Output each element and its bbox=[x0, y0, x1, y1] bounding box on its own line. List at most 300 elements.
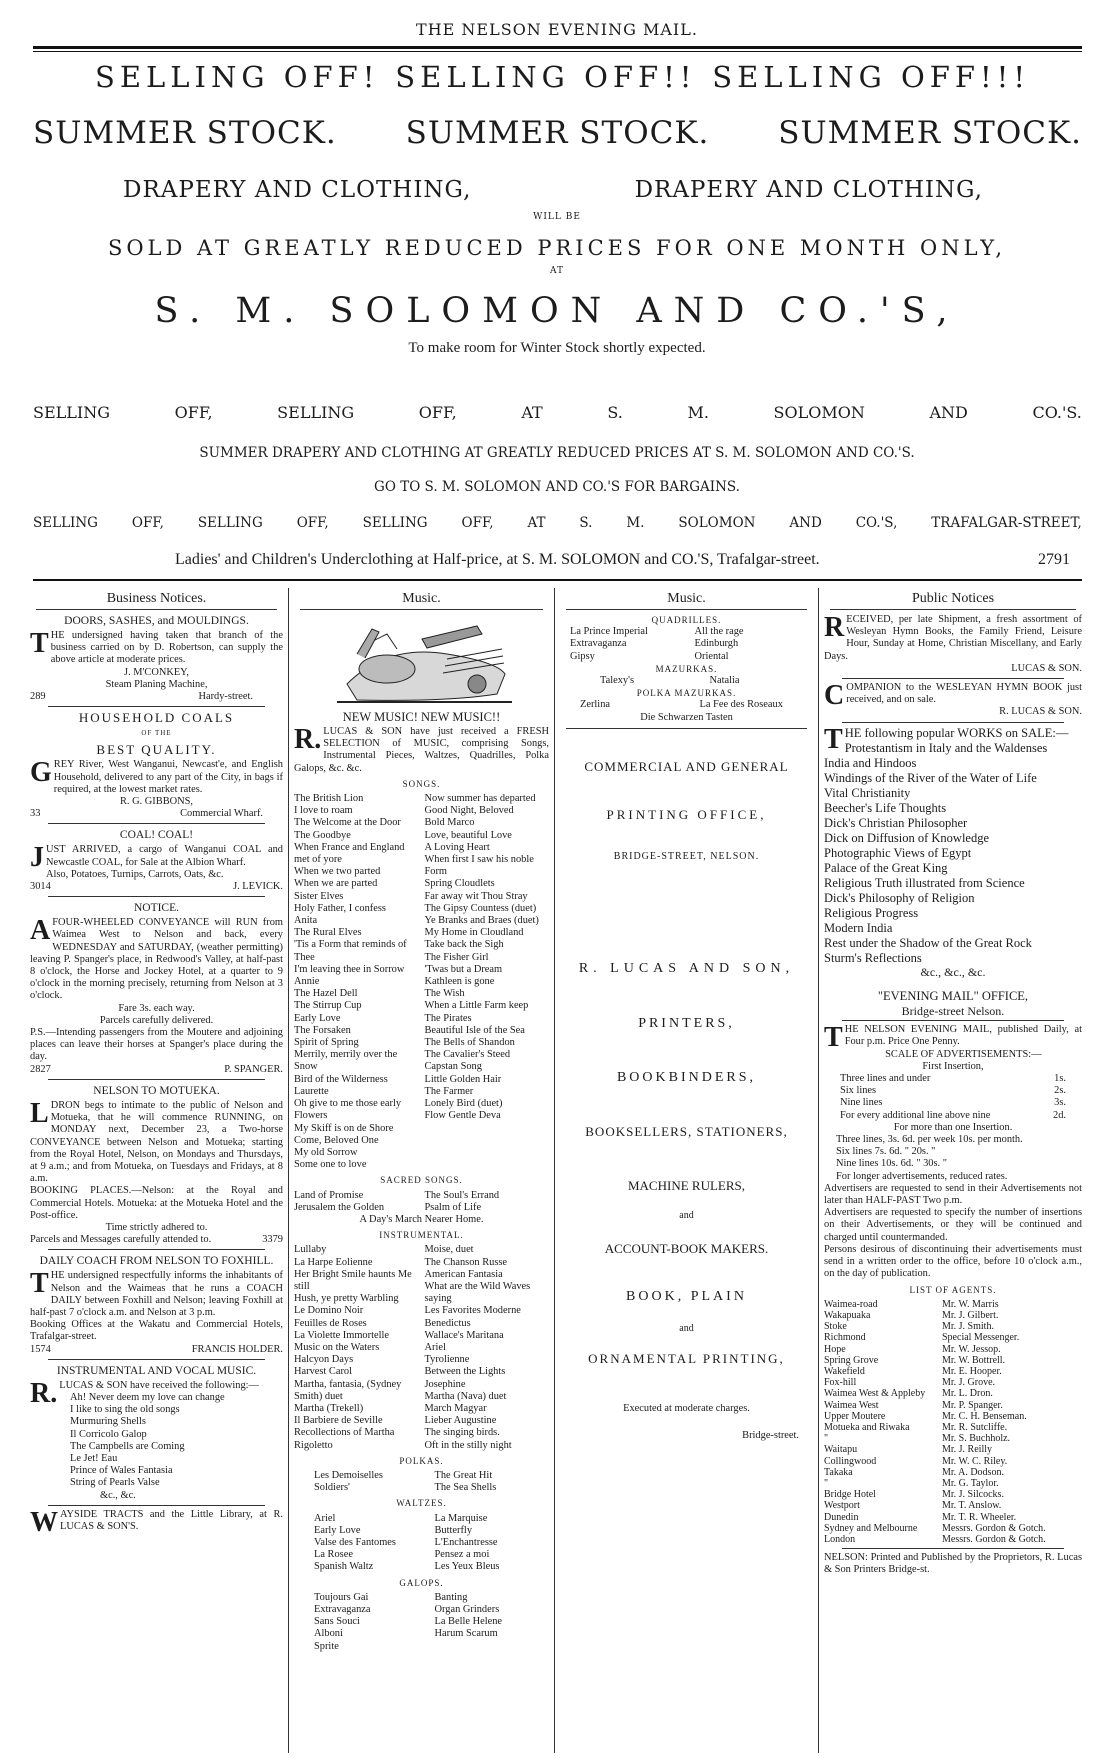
song-item: Beautiful Isle of the Sea bbox=[424, 1024, 525, 1036]
divider bbox=[48, 1249, 265, 1250]
song-item: The Rural Elves bbox=[294, 927, 362, 939]
song-item: When we two parted bbox=[294, 866, 381, 878]
column-header: Business Notices. bbox=[36, 590, 277, 610]
agent-place: Bridge Hotel bbox=[824, 1489, 876, 1501]
agent-name: Mr. L. Dron. bbox=[942, 1388, 993, 1400]
song-item: Take back the Sigh bbox=[424, 939, 504, 951]
work-item: Religious Truth illustrated from Science bbox=[824, 875, 1025, 890]
agent-row bbox=[824, 1433, 1082, 1444]
instrumental-item: Le Domino Noir bbox=[294, 1305, 364, 1317]
song-item: A Loving Heart bbox=[424, 841, 490, 853]
summer-stock-3: SUMMER STOCK. bbox=[778, 115, 1082, 151]
drop-cap: T bbox=[824, 723, 843, 755]
w: AND bbox=[929, 403, 968, 422]
song-item: When a Little Farm keep bbox=[424, 1000, 529, 1012]
of-the: OF THE bbox=[141, 729, 172, 738]
agent-row bbox=[824, 1299, 1082, 1310]
mazurkas-list bbox=[600, 675, 813, 687]
masthead-rule-thin bbox=[33, 51, 1082, 52]
galop-item: Harum Scarum bbox=[434, 1628, 498, 1640]
instrumental-item: Recollections of Martha bbox=[294, 1427, 395, 1439]
and-text: and bbox=[679, 1323, 694, 1335]
work-item: Photographic Views of Egypt bbox=[824, 845, 972, 860]
song-item: The Goodbye bbox=[294, 829, 351, 841]
rate-value: 3s. bbox=[1054, 1097, 1066, 1109]
song-item: My Skiff is on de Shore bbox=[294, 1122, 394, 1134]
galops-left bbox=[314, 1592, 429, 1653]
list-item: Prince of Wales Fantasia bbox=[70, 1465, 173, 1477]
instrumental-item: March Magyar bbox=[424, 1402, 487, 1414]
make-room: To make room for Winter Stock shortly expected. bbox=[408, 340, 706, 356]
song-item: Anita bbox=[294, 915, 318, 927]
drop-cap: A bbox=[30, 915, 51, 947]
divider bbox=[48, 1079, 265, 1080]
agent-place: Wakefield bbox=[824, 1365, 865, 1377]
polka-item: Les Demoiselles bbox=[314, 1469, 383, 1481]
section-heading: POLKAS. bbox=[399, 1455, 444, 1466]
polka-item: The Sea Shells bbox=[434, 1482, 497, 1494]
divider bbox=[842, 1020, 1064, 1021]
sacred-left bbox=[294, 1190, 419, 1214]
song-item: Some one to love bbox=[294, 1159, 367, 1171]
quadrille-item: La Prince Imperial bbox=[570, 626, 648, 638]
waltzes-left bbox=[314, 1513, 429, 1574]
song-item: Little Golden Hair bbox=[424, 1073, 502, 1085]
agent-row bbox=[824, 1523, 1082, 1534]
ad-number: 2827 bbox=[30, 1063, 51, 1075]
body-text: HE following popular WORKS on SALE:— bbox=[844, 725, 1069, 740]
notice-body bbox=[294, 726, 549, 775]
agent-name: Mr. J. Gilbert. bbox=[942, 1309, 999, 1321]
polkas-list bbox=[314, 1470, 549, 1494]
agent-row bbox=[824, 1478, 1082, 1489]
rate-row bbox=[840, 1110, 1066, 1122]
work-item: Dick's Christian Philosopher bbox=[824, 815, 968, 830]
song-item: Early Love bbox=[294, 1012, 341, 1024]
will-be: WILL BE bbox=[533, 212, 581, 222]
drapery-1: DRAPERY AND CLOTHING, bbox=[123, 177, 472, 203]
column-music-printing bbox=[560, 590, 813, 1755]
notice-title: INSTRUMENTAL AND VOCAL MUSIC. bbox=[56, 1364, 257, 1377]
drapery-row bbox=[123, 176, 983, 204]
w: CO.'S. bbox=[1032, 403, 1082, 422]
agent-row bbox=[824, 1467, 1082, 1478]
quadrille-item: Edinburgh bbox=[694, 638, 739, 650]
list-item: A Day's March Nearer Home. bbox=[359, 1213, 484, 1225]
agent-place: Takaka bbox=[824, 1466, 853, 1478]
work-item: Protestantism in Italy and the Waldenses bbox=[844, 740, 1048, 755]
selling-off-1: SELLING OFF! bbox=[95, 60, 380, 94]
service-printers: PRINTERS, bbox=[638, 1015, 735, 1031]
instrumental-item: Harvest Carol bbox=[294, 1366, 352, 1378]
works-list bbox=[824, 741, 1082, 966]
w: OFF, bbox=[174, 403, 213, 422]
song-item: 'Tis a Form that reminds of Thee bbox=[294, 939, 407, 963]
body-text: Parcels carefully delivered. bbox=[99, 1014, 214, 1026]
section-heading: QUADRILLES. bbox=[651, 615, 722, 625]
song-item: The Welcome at the Door bbox=[294, 817, 401, 829]
agent-place: " bbox=[824, 1477, 829, 1489]
at-label: AT bbox=[549, 266, 564, 276]
service-bookbinders: BOOKBINDERS, bbox=[616, 1069, 757, 1085]
music-list bbox=[70, 1392, 283, 1502]
work-item: Dick's Philosophy of Religion bbox=[824, 890, 975, 905]
signature: R. G. GIBBONS, bbox=[119, 796, 194, 808]
song-item: My Home in Cloudland bbox=[424, 927, 524, 939]
selling-off-2: SELLING OFF!! bbox=[395, 60, 697, 94]
masthead-rule bbox=[33, 46, 1082, 49]
quad-right bbox=[695, 626, 814, 663]
song-item: The Wish bbox=[424, 988, 465, 1000]
waltz-item: Ariel bbox=[314, 1512, 336, 1524]
agent-row bbox=[824, 1456, 1082, 1467]
songs-right bbox=[425, 793, 550, 1171]
agent-row bbox=[824, 1422, 1082, 1433]
body-text: Booking Offices at the Wakatu and Commercial Hotels, Trafalgar-street. bbox=[30, 1319, 283, 1343]
w: SELLING bbox=[33, 403, 110, 422]
agent-place: Waitapu bbox=[824, 1444, 858, 1456]
waltz-item: L'Enchantresse bbox=[434, 1537, 498, 1548]
instrumental-item: The Chanson Russe bbox=[424, 1256, 508, 1268]
list-item: La Fee des Roseaux bbox=[699, 699, 783, 711]
rate-row bbox=[840, 1097, 1066, 1109]
w: S. bbox=[579, 515, 593, 531]
bargains-line: GO TO S. M. SOLOMON AND CO.'S FOR BARGAINS. bbox=[374, 479, 740, 495]
agent-row bbox=[824, 1355, 1082, 1366]
agent-name: Mr. G. Taylor. bbox=[942, 1477, 999, 1489]
signature: P. SPANGER. bbox=[224, 1063, 283, 1075]
song-item: Sister Elves bbox=[294, 890, 344, 902]
polka-item: Soldiers' bbox=[314, 1482, 350, 1494]
agent-row bbox=[824, 1444, 1082, 1455]
song-item: The Cavalier's Steed bbox=[424, 1049, 511, 1061]
instrumental-item: Feuilles de Roses bbox=[294, 1317, 367, 1329]
agent-place: Upper Moutere bbox=[824, 1410, 886, 1422]
drop-cap: W bbox=[30, 1506, 58, 1538]
agent-name: Mr. W. Bottrell. bbox=[942, 1354, 1006, 1366]
notice-title: HOUSEHOLD COALS bbox=[78, 710, 235, 726]
waltz-item: La Marquise bbox=[434, 1512, 488, 1524]
song-item: Merrily, merrily over the Snow bbox=[294, 1049, 398, 1073]
agent-place: Stoke bbox=[824, 1321, 847, 1333]
agent-place: Waimea West bbox=[824, 1399, 879, 1411]
waltzes-list bbox=[314, 1513, 549, 1574]
printing-title: COMMERCIAL AND GENERAL bbox=[584, 758, 789, 774]
body-text: Advertisers are requested to send in their Advertisements not later than HALF-PAST Two p.m. bbox=[824, 1182, 1082, 1207]
notice-body bbox=[30, 1506, 283, 1538]
rate-label: For every additional line above nine bbox=[840, 1109, 991, 1121]
song-item: Laurette bbox=[294, 1085, 329, 1097]
galop-item: Sprite bbox=[314, 1640, 339, 1652]
instrumental-item: Lieber Augustine bbox=[424, 1415, 497, 1427]
body-text: For more than one Insertion. bbox=[893, 1121, 1013, 1133]
signature: LUCAS & SON. bbox=[1011, 662, 1082, 674]
notice-body bbox=[30, 1270, 283, 1319]
agent-row bbox=[824, 1321, 1082, 1332]
agent-place: Motueka and Riwaka bbox=[824, 1421, 910, 1433]
agent-place: London bbox=[824, 1533, 856, 1545]
work-item: Modern India bbox=[824, 920, 893, 935]
divider bbox=[842, 678, 1064, 679]
rate-label: Three lines and under bbox=[840, 1073, 931, 1085]
ad-number: 289 bbox=[30, 691, 46, 703]
agent-place: " bbox=[824, 1433, 829, 1445]
service-machine-rulers: MACHINE RULERS, bbox=[627, 1178, 745, 1194]
body-text: FOUR-WHEELED CONVEYANCE will RUN from Waimea West to Nelson and back, every WEDNESDAY and SATURDAY, (weather permitting) leaving P. Spanger's place, in Redwood's Valley, at half-past 8 o'clock, the Horse and Jockey Hotel, at a quarter to 9 o'clock in the morning precisely, returning from Nelson at 3 o'clock. bbox=[30, 917, 283, 1002]
agent-place: Spring Grove bbox=[824, 1354, 879, 1366]
w: OFF, bbox=[131, 515, 164, 531]
song-item: The Stirrup Cup bbox=[294, 1000, 362, 1012]
list-item: Murmuring Shells bbox=[70, 1416, 146, 1428]
list-item: String of Pearls Valse bbox=[70, 1477, 160, 1489]
agent-name: Mr. S. Buchholz. bbox=[942, 1433, 1011, 1445]
service-book-plain: BOOK, PLAIN bbox=[626, 1288, 747, 1304]
quadrille-item: Oriental bbox=[694, 650, 729, 662]
body-text: Also, Potatoes, Turnips, Carrots, Oats, &c. bbox=[46, 868, 224, 880]
body-text: For longer advertisements, reduced rates. bbox=[836, 1170, 1008, 1182]
song-item: The Fisher Girl bbox=[424, 951, 489, 963]
notice-body bbox=[30, 630, 283, 667]
list-item: Talexy's bbox=[600, 675, 635, 687]
instrumental-item: American Fantasia bbox=[424, 1268, 503, 1280]
song-item: My old Sorrow bbox=[294, 1146, 358, 1158]
song-item: Love, beautiful Love bbox=[424, 829, 512, 841]
rate-value: 1s. bbox=[1054, 1073, 1066, 1085]
instrumental-item: La Violette Immortelle bbox=[294, 1329, 389, 1341]
w: M. bbox=[626, 515, 645, 531]
agent-row bbox=[824, 1411, 1082, 1422]
advert-number: 2791 bbox=[1038, 551, 1070, 568]
list-item: Natalia bbox=[709, 675, 740, 687]
rate-label: Nine lines bbox=[840, 1097, 883, 1109]
agent-row bbox=[824, 1332, 1082, 1343]
song-item: Jerusalem the Golden bbox=[294, 1201, 385, 1213]
drop-cap: R. bbox=[30, 1377, 58, 1409]
body-text: HE undersigned having taken that branch of the business carried on by D. Robertson, can supply the above article at moderate prices. bbox=[50, 630, 283, 666]
printing-address: BRIDGE-STREET, NELSON. bbox=[613, 851, 760, 863]
list-item: Die Schwarzen Tasten bbox=[640, 711, 733, 723]
firm-name: S. M. SOLOMON AND CO.'S, bbox=[154, 291, 960, 331]
galop-item: Extravaganza bbox=[314, 1604, 371, 1616]
drop-cap: R bbox=[824, 612, 845, 643]
body-text: BOOKING PLACES.—Nelson: at the Royal and Commercial Hotels. Motueka: at the Motueka Hotel and the Post-office. bbox=[30, 1185, 283, 1221]
summer-stock-1: SUMMER STOCK. bbox=[33, 115, 337, 151]
song-item: Good Night, Beloved bbox=[424, 805, 514, 817]
address: Hardy-street. bbox=[198, 691, 253, 703]
ad-number: 3014 bbox=[30, 881, 51, 893]
section-heading: MAZURKAS. bbox=[655, 663, 718, 674]
list-item: Ah! Never deem my love can change bbox=[70, 1391, 225, 1403]
section-heading: INSTRUMENTAL. bbox=[379, 1230, 464, 1241]
drop-cap: T bbox=[30, 1268, 49, 1300]
column-header: Public Notices bbox=[830, 590, 1076, 610]
section-heading: LIST OF AGENTS. bbox=[909, 1284, 997, 1295]
agent-name: Mr. T. Anslow. bbox=[942, 1500, 1002, 1512]
polka-item: The Great Hit bbox=[434, 1469, 493, 1481]
body-text: Parcels and Messages carefully attended to. bbox=[30, 1234, 212, 1246]
w: SELLING bbox=[362, 515, 428, 531]
drapery-2: DRAPERY AND CLOTHING, bbox=[634, 177, 983, 203]
agent-row bbox=[824, 1512, 1082, 1523]
music-instruments-illustration bbox=[327, 614, 517, 706]
work-item: Sturm's Reflections bbox=[824, 950, 922, 965]
galop-item: Organ Grinders bbox=[434, 1604, 500, 1616]
song-item: Holy Father, I confess bbox=[294, 902, 386, 914]
quadrille-item: All the rage bbox=[694, 626, 744, 638]
song-item: Flow Gentle Deva bbox=[424, 1110, 501, 1122]
body-text: LUCAS & SON have received the following:— bbox=[59, 1379, 259, 1391]
imprint: NELSON: Printed and Published by the Proprietors, R. Lucas & Son Printers Bridge-st. bbox=[824, 1552, 1082, 1576]
waltz-item: La Rosee bbox=[314, 1549, 353, 1561]
work-item: Dick on Diffusion of Knowledge bbox=[824, 830, 990, 845]
address: Commercial Wharf. bbox=[180, 808, 263, 820]
notice-title: DOORS, SASHES, and MOULDINGS. bbox=[64, 615, 249, 627]
instrumental-item: Moise, duet bbox=[424, 1244, 474, 1256]
rates-list bbox=[840, 1073, 1066, 1122]
moderate-charges: Executed at moderate charges. bbox=[623, 1403, 750, 1415]
song-item: The British Lion bbox=[294, 793, 364, 805]
song-item: Bird of the Wilderness bbox=[294, 1073, 388, 1085]
waltz-item: Pensez a moi bbox=[434, 1549, 490, 1561]
instrumental-item: La Harpe Eolienne bbox=[294, 1256, 373, 1268]
instrumental-item: Rigoletto bbox=[294, 1439, 333, 1451]
instrumental-item: Tyrolienne bbox=[424, 1354, 470, 1366]
w: TRAFALGAR-STREET, bbox=[931, 515, 1082, 531]
drop-cap: J bbox=[30, 842, 44, 874]
ad-number: 33 bbox=[30, 808, 41, 820]
list-item: I like to sing the old songs bbox=[70, 1404, 180, 1416]
w: SELLING bbox=[197, 515, 263, 531]
agent-place: Sydney and Melbourne bbox=[824, 1522, 918, 1534]
songs-list bbox=[294, 793, 549, 1171]
song-item: Capstan Song bbox=[424, 1061, 482, 1073]
rate-label: Six lines bbox=[840, 1085, 877, 1097]
rate-line: Six lines 7s. 6d. " 20s. " bbox=[836, 1146, 936, 1158]
office-name: "EVENING MAIL" OFFICE, bbox=[877, 988, 1029, 1003]
body-text: &c., &c., &c. bbox=[920, 964, 986, 979]
column-divider bbox=[288, 588, 289, 1753]
sold-line: SOLD AT GREATLY REDUCED PRICES FOR ONE MONTH ONLY, bbox=[107, 236, 1007, 260]
waltz-item: Les Yeux Bleus bbox=[434, 1561, 500, 1573]
work-item: Religious Progress bbox=[824, 905, 919, 920]
quad-left bbox=[570, 626, 689, 663]
agent-name: Mr. J. Grove. bbox=[942, 1377, 996, 1389]
instrumental-item: Music on the Waters bbox=[294, 1341, 380, 1353]
list-item: Le Jet! Eau bbox=[70, 1452, 118, 1464]
song-item: When France and England met of yore bbox=[294, 841, 405, 866]
song-item: The Soul's Errand bbox=[424, 1189, 500, 1201]
w: SOLOMON bbox=[773, 403, 865, 422]
waltz-item: Valse des Fantomes bbox=[314, 1537, 396, 1548]
song-item: The Bells of Shandon bbox=[424, 1037, 515, 1049]
summer-stock-row bbox=[33, 114, 1082, 152]
galop-item: Sans Souci bbox=[314, 1616, 360, 1628]
agent-row bbox=[824, 1310, 1082, 1321]
printer-name: R. LUCAS AND SON, bbox=[578, 961, 795, 977]
instrumental-item: Martha (Nava) duet bbox=[424, 1390, 507, 1402]
song-item: Spring Cloudlets bbox=[424, 878, 495, 890]
notice-body bbox=[30, 759, 283, 796]
body-text: AYSIDE TRACTS and the Little Library, at R. LUCAS & SON'S. bbox=[60, 1508, 283, 1532]
notice-title: NELSON TO MOTUEKA. bbox=[93, 1084, 220, 1097]
agent-name: Mr. E. Hooper. bbox=[942, 1365, 1002, 1377]
rate-line: Three lines, 3s. 6d. per week 10s. per month. bbox=[836, 1134, 1023, 1146]
instrumental-item: Halcyon Days bbox=[294, 1354, 354, 1366]
waltz-item: Spanish Waltz bbox=[314, 1561, 374, 1573]
work-item: Palace of the Great King bbox=[824, 860, 948, 875]
agent-row bbox=[824, 1500, 1082, 1511]
song-item: The Gipsy Countess (duet) bbox=[424, 902, 537, 914]
selling-off-3: SELLING OFF!!! bbox=[712, 60, 1030, 94]
sacred-list bbox=[294, 1190, 549, 1214]
work-item: Vital Christianity bbox=[824, 785, 911, 800]
quadrilles-list bbox=[570, 626, 813, 663]
signature: FRANCIS HOLDER. bbox=[191, 1343, 283, 1355]
divider bbox=[48, 896, 265, 897]
song-item: Kathleen is gone bbox=[424, 976, 495, 988]
agent-place: Westport bbox=[824, 1500, 860, 1512]
rate-value: 2s. bbox=[1054, 1085, 1066, 1097]
instr-left bbox=[294, 1244, 419, 1451]
w: S. bbox=[607, 403, 623, 422]
summer-stock-2: SUMMER STOCK. bbox=[405, 115, 710, 151]
w: AT bbox=[521, 403, 543, 422]
body-text: LUCAS & SON have just received a FRESH SELECTION of MUSIC, comprising Songs, Instrumental Pieces, Waltzes, Quadrilles, Polka Galops, &c. &c. bbox=[294, 726, 549, 774]
galops-right bbox=[435, 1592, 550, 1653]
galops-list bbox=[314, 1592, 549, 1653]
polka-mazurkas-list bbox=[580, 699, 813, 711]
column-music bbox=[294, 590, 549, 1755]
agent-row bbox=[824, 1344, 1082, 1355]
w: SELLING bbox=[277, 403, 355, 422]
work-item: India and Hindoos bbox=[824, 755, 917, 770]
divider bbox=[48, 706, 265, 707]
waltz-item: Early Love bbox=[314, 1524, 361, 1536]
song-item: The Farmer bbox=[424, 1085, 474, 1097]
agent-row bbox=[824, 1366, 1082, 1377]
drop-cap: R. bbox=[294, 724, 322, 755]
instrumental-item: Wallace's Maritana bbox=[424, 1329, 504, 1341]
song-item: The Hazel Dell bbox=[294, 988, 358, 1000]
instrumental-item: Lullaby bbox=[294, 1244, 327, 1256]
song-item: I'm leaving thee in Sorrow Annie bbox=[294, 963, 405, 988]
instrumental-item: Ariel bbox=[424, 1341, 446, 1353]
section-heading: POLKA MAZURKAS. bbox=[636, 688, 737, 699]
agents-list bbox=[824, 1299, 1082, 1545]
list-item: The Campbells are Coming bbox=[70, 1440, 185, 1452]
instrumental-item: Oft in the stilly night bbox=[424, 1439, 512, 1451]
song-item: When first I saw his noble Form bbox=[424, 854, 534, 878]
agent-name: Mr. C. H. Benseman. bbox=[942, 1410, 1027, 1422]
agent-place: Fox-hill bbox=[824, 1377, 857, 1389]
drop-cap: C bbox=[824, 680, 845, 712]
bridge-street: Bridge-street. bbox=[742, 1429, 799, 1441]
body-text: UST ARRIVED, a cargo of Wanganui COAL and Newcastle COAL, for Sale at the Albion Wharf. bbox=[46, 844, 283, 868]
summer-drapery-line: SUMMER DRAPERY AND CLOTHING AT GREATLY REDUCED PRICES AT S. M. SOLOMON AND CO.'S. bbox=[199, 445, 915, 461]
column-public-notices bbox=[824, 590, 1082, 1755]
selling-line-4 bbox=[33, 515, 1082, 531]
agent-row bbox=[824, 1388, 1082, 1399]
body-text: Persons desirous of discontinuing their advertisements must send in a written order to the office, before 10 o'clock a.m., on the day of publication. bbox=[824, 1243, 1082, 1280]
advert-bottom-rule bbox=[33, 579, 1082, 581]
body-text: HE undersigned respectfully informs the inhabitants of Nelson and the Waimeas that he runs a COACH DAILY between Foxhill and Nelson; leaving Foxhill at half-past 7 o'clock a.m. and Nelson at 3 p.m. bbox=[30, 1270, 283, 1318]
galop-item: Alboni bbox=[314, 1628, 343, 1640]
song-item: Come, Beloved One bbox=[294, 1134, 379, 1146]
agent-row bbox=[824, 1534, 1082, 1545]
song-item: The Forsaken bbox=[294, 1024, 351, 1036]
work-item: Rest under the Shadow of the Great Rock bbox=[824, 935, 1032, 950]
signature: J. M'CONKEY, bbox=[124, 666, 189, 678]
